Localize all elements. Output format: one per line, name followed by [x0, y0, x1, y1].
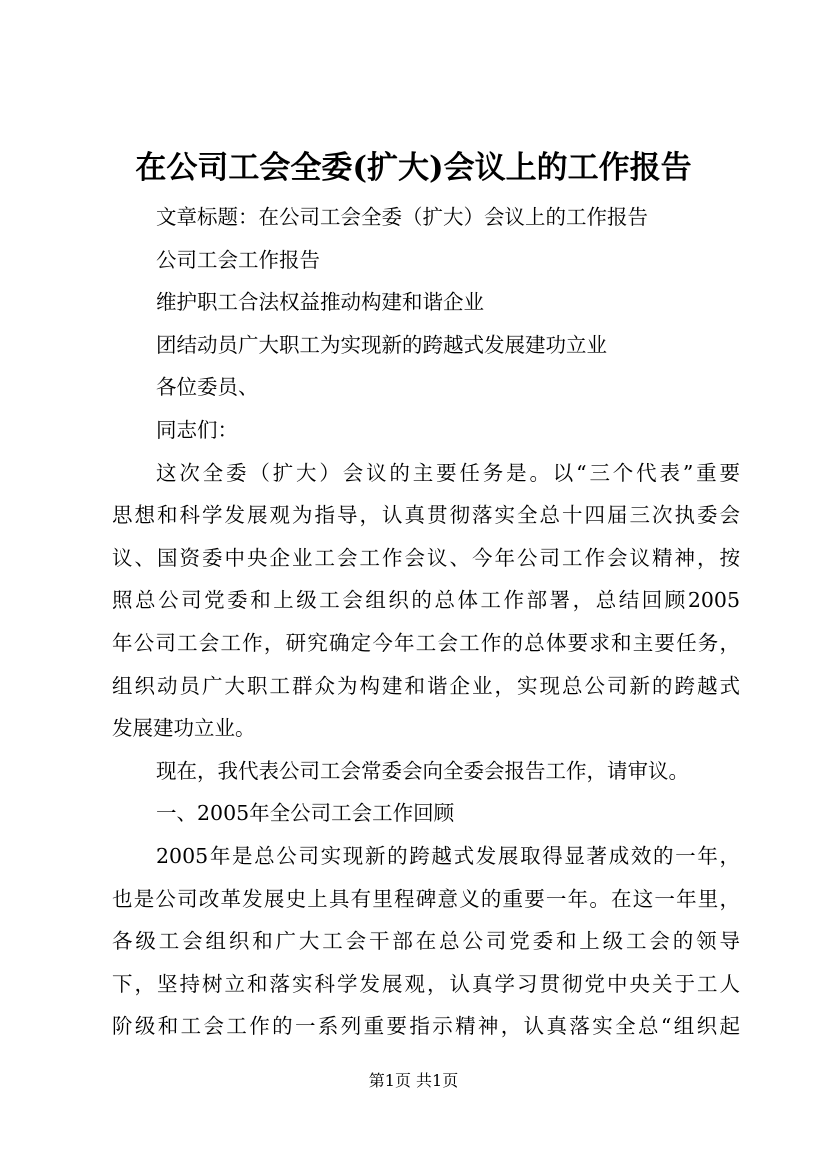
page-footer [0, 1070, 827, 1092]
paragraph-line: 各级工会组织和广大工会干部在总公司党委和上级工会的领导 [112, 929, 740, 954]
paragraph-line: 议、国资委中央企业工会工作会议、今年公司工作会议精神，按 [112, 545, 740, 570]
salutation-line: 同志们： [156, 417, 238, 442]
paragraph-line: 现在，我代表公司工会常委会向全委会报告工作，请审议。 [156, 758, 689, 783]
paragraph-line: 发展建功立业。 [112, 716, 256, 741]
paragraph-line: 也是公司改革发展史上具有里程碑意义的重要一年。在这一年里， [112, 886, 740, 911]
paragraph-line: 思想和科学发展观为指导，认真贯彻落实全总十四届三次执委会 [112, 503, 740, 528]
subtitle-line: 团结动员广大职工为实现新的跨越式发展建功立业 [156, 332, 607, 357]
page-number-label: 第1页 共1页 [368, 1071, 459, 1090]
subtitle-line: 公司工会工作报告 [156, 247, 320, 272]
document-body [112, 196, 740, 1048]
paragraph-line: 年公司工会工作，研究确定今年工会工作的总体要求和主要任务， [112, 630, 740, 655]
paragraph-line: 阶级和工会工作的一系列重要指示精神，认真落实全总“组织起 [112, 1014, 740, 1039]
paragraph-line: 组织动员广大职工群众为构建和谐企业，实现总公司新的跨越式 [112, 673, 740, 698]
document-title: 在公司工会全委(扩大)会议上的工作报告 [135, 150, 692, 186]
paragraph-line: 下，坚持树立和落实科学发展观，认真学习贯彻党中央关于工人 [112, 971, 740, 996]
section-heading: 一、2005年全公司工会工作回顾 [156, 801, 455, 826]
paragraph-line: 2005年是总公司实现新的跨越式发展取得显著成效的一年， [156, 843, 740, 868]
paragraph-line: 这次全委（扩大）会议的主要任务是。以“三个代表”重要 [156, 460, 740, 485]
subtitle-line: 维护职工合法权益推动构建和谐企业 [156, 290, 484, 315]
salutation-line: 各位委员、 [156, 375, 259, 400]
article-title-line: 文章标题：在公司工会全委（扩大）会议上的工作报告 [156, 205, 648, 229]
paragraph-line: 照总公司党委和上级工会组织的总体工作部署，总结回顾2005 [112, 588, 740, 613]
